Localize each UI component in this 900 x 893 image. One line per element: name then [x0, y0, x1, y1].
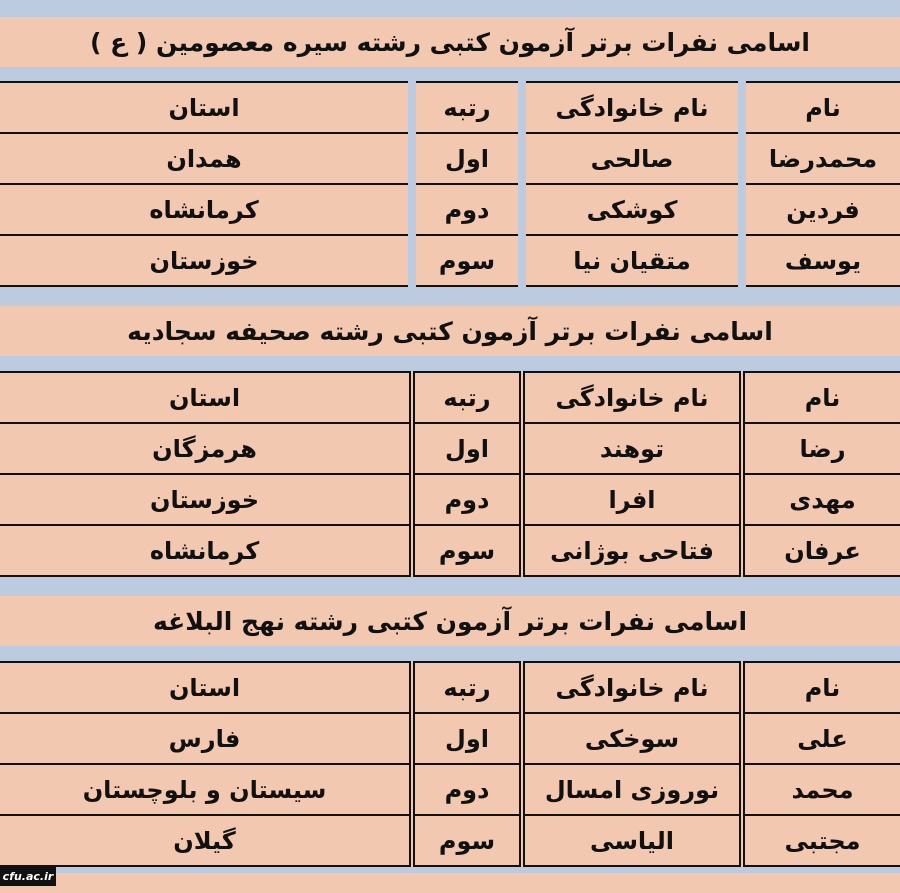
section-title-sahifeh: اسامی نفرات برتر آزمون کتبی رشته صحیفه سجادیه	[0, 306, 900, 356]
table-row	[0, 474, 900, 525]
section-title-sireh: اسامی نفرات برتر آزمون کتبی رشته سیره معصومین ( ع )	[0, 17, 900, 67]
cell-rank: اول	[412, 423, 522, 474]
cell-family: الیاسی	[522, 815, 742, 866]
cell-rank: اول	[412, 133, 522, 184]
table-row	[0, 133, 900, 184]
cell-family: صالحی	[522, 133, 742, 184]
cell-name: مهدی	[742, 474, 900, 525]
cell-province: گیلان	[0, 815, 412, 866]
table-row	[0, 815, 900, 866]
table-row	[0, 713, 900, 764]
cell-province: فارس	[0, 713, 412, 764]
cell-name: علی	[742, 713, 900, 764]
header-name: نام	[742, 372, 900, 423]
section-title-nahj: اسامی نفرات برتر آزمون کتبی رشته نهج البلاغه	[0, 596, 900, 646]
header-province: استان	[0, 82, 412, 133]
cell-province: کرمانشاه	[0, 525, 412, 576]
cell-rank: سوم	[412, 525, 522, 576]
results-table-sahifeh	[0, 371, 900, 577]
cell-family: سوخکی	[522, 713, 742, 764]
cell-family: کوشکی	[522, 184, 742, 235]
table-row	[0, 525, 900, 576]
cell-province: خوزستان	[0, 474, 412, 525]
header-rank: رتبه	[412, 82, 522, 133]
cell-province: کرمانشاه	[0, 184, 412, 235]
cell-province: هرمزگان	[0, 423, 412, 474]
results-table-nahj	[0, 661, 900, 867]
header-family: نام خانوادگی	[522, 82, 742, 133]
cell-family: نوروزی امسال	[522, 764, 742, 815]
table-header-row	[0, 662, 900, 713]
header-rank: رتبه	[412, 662, 522, 713]
cell-name: محمد	[742, 764, 900, 815]
watermark-logo: cfu.ac.ir	[0, 866, 56, 886]
cell-name: محمدرضا	[742, 133, 900, 184]
cell-province: همدان	[0, 133, 412, 184]
cell-name: یوسف	[742, 235, 900, 286]
header-name: نام	[742, 82, 900, 133]
header-name: نام	[742, 662, 900, 713]
cell-rank: دوم	[412, 184, 522, 235]
header-rank: رتبه	[412, 372, 522, 423]
cell-family: توهند	[522, 423, 742, 474]
cell-province: خوزستان	[0, 235, 412, 286]
cell-rank: دوم	[412, 764, 522, 815]
table-header-row	[0, 372, 900, 423]
cell-name: فردین	[742, 184, 900, 235]
cell-name: عرفان	[742, 525, 900, 576]
header-province: استان	[0, 372, 412, 423]
header-family: نام خانوادگی	[522, 662, 742, 713]
cell-name: مجتبی	[742, 815, 900, 866]
cell-name: رضا	[742, 423, 900, 474]
bottom-strip	[0, 873, 900, 893]
table-header-row	[0, 82, 900, 133]
header-family: نام خانوادگی	[522, 372, 742, 423]
cell-family: افرا	[522, 474, 742, 525]
results-table-sireh	[0, 81, 900, 287]
table-row	[0, 235, 900, 286]
header-province: استان	[0, 662, 412, 713]
top-strip	[0, 0, 900, 4]
cell-rank: دوم	[412, 474, 522, 525]
cell-rank: اول	[412, 713, 522, 764]
cell-rank: سوم	[412, 235, 522, 286]
cell-province: سیستان و بلوچستان	[0, 764, 412, 815]
cell-family: متقیان نیا	[522, 235, 742, 286]
cell-family: فتاحی بوژانی	[522, 525, 742, 576]
table-row	[0, 184, 900, 235]
cell-rank: سوم	[412, 815, 522, 866]
table-row	[0, 423, 900, 474]
table-row	[0, 764, 900, 815]
